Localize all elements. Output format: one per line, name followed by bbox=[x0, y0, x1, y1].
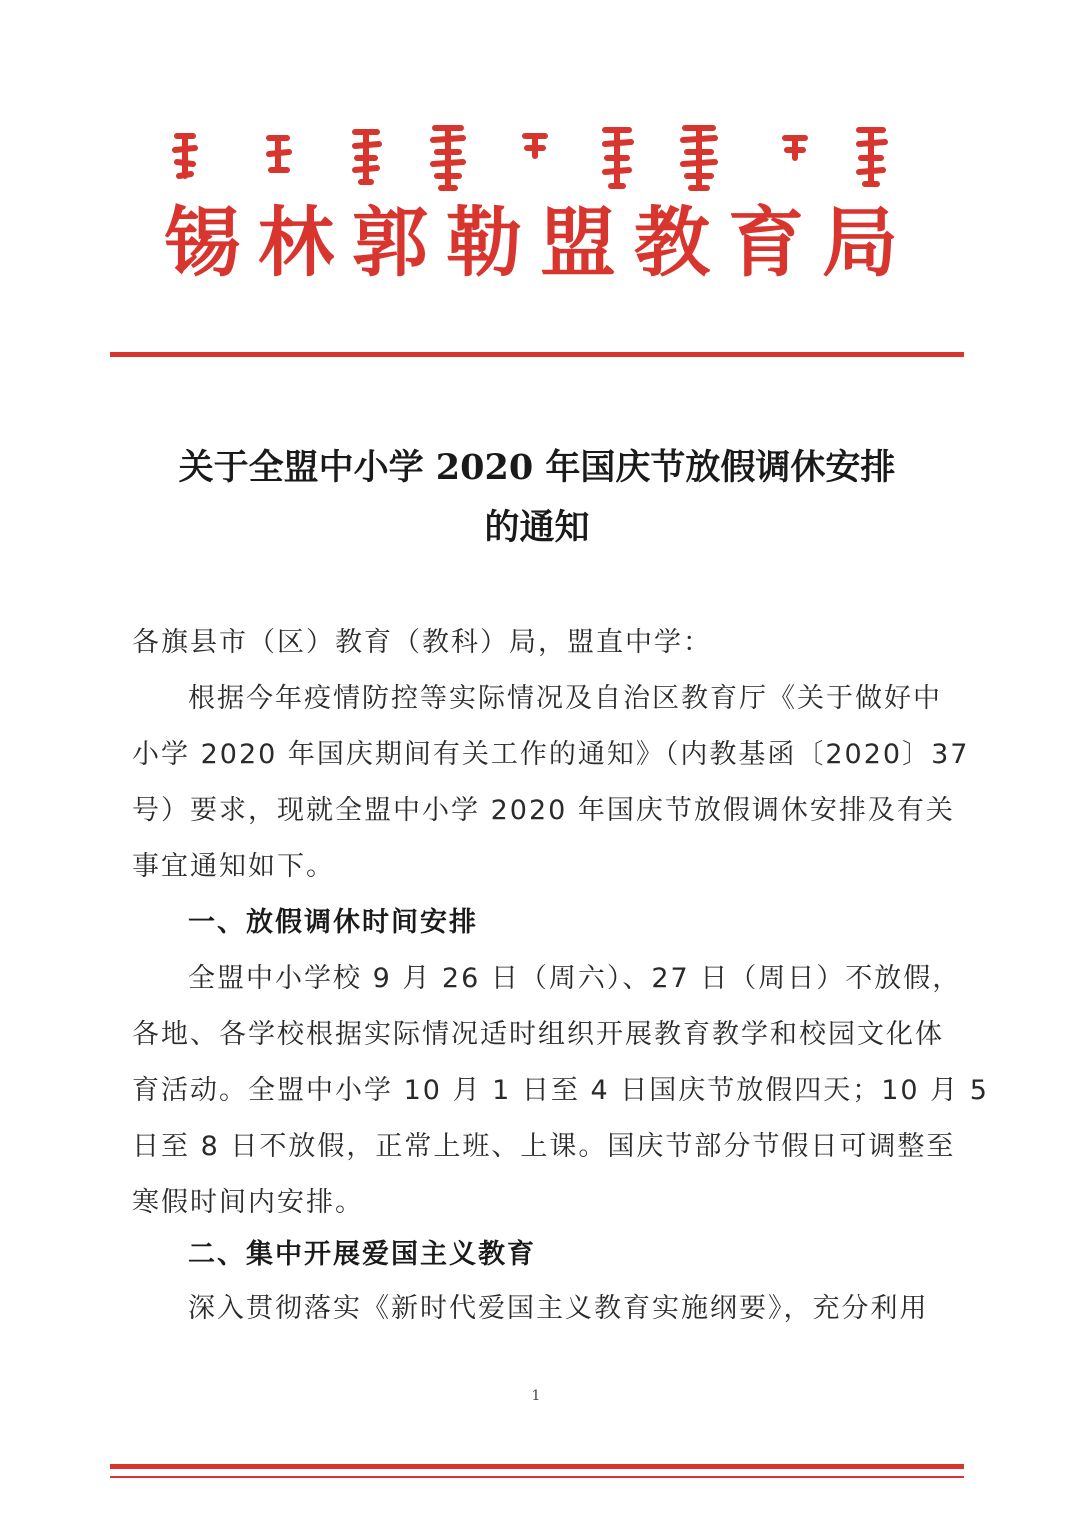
section-heading-2: 二、集中开展爱国主义教育 bbox=[188, 1239, 536, 1270]
addressee: 各旗县市（区）教育（教科）局，盟直中学： bbox=[132, 627, 712, 658]
page-number: 1 bbox=[531, 1388, 541, 1404]
paragraph-2-line-5: 寒假时间内安排。 bbox=[132, 1187, 364, 1218]
paragraph-1-line-1: 根据今年疫情防控等实际情况及自治区教育厅《关于做好中 bbox=[188, 683, 942, 714]
paragraph-2-line-3: 育活动。全盟中小学 10 月 1 日至 4 日国庆节放假四天；10 月 5 bbox=[132, 1075, 989, 1106]
issuing-authority-name: 锡林郭勒盟教育局 bbox=[164, 198, 916, 287]
letterhead-red-rule bbox=[110, 352, 964, 357]
document-title-line-1: 关于全盟中小学 2020 年国庆节放假调休安排 bbox=[178, 447, 896, 488]
mongolian-script-letterhead bbox=[165, 118, 905, 196]
paragraph-1-line-2: 小学 2020 年国庆期间有关工作的通知》（内教基函〔2020〕37 bbox=[132, 739, 970, 770]
footer-red-rule bbox=[110, 1464, 964, 1469]
footer-red-rule-thin bbox=[110, 1476, 964, 1478]
paragraph-2-line-1: 全盟中小学校 9 月 26 日（周六）、27 日（周日）不放假， bbox=[188, 963, 962, 994]
section-heading-1: 一、放假调休时间安排 bbox=[188, 907, 478, 938]
paragraph-2-line-4: 日至 8 日不放假，正常上班、上课。国庆节部分节假日可调整至 bbox=[132, 1131, 956, 1162]
document-title-line-2: 的通知 bbox=[484, 507, 590, 548]
paragraph-1-line-4: 事宜通知如下。 bbox=[132, 851, 335, 882]
paragraph-1-line-3: 号）要求，现就全盟中小学 2020 年国庆节放假调休安排及有关 bbox=[132, 795, 955, 826]
paragraph-3-line-1: 深入贯彻落实《新时代爱国主义教育实施纲要》，充分利用 bbox=[188, 1293, 929, 1324]
paragraph-2-line-2: 各地、各学校根据实际情况适时组织开展教育教学和校园文化体 bbox=[132, 1019, 944, 1050]
